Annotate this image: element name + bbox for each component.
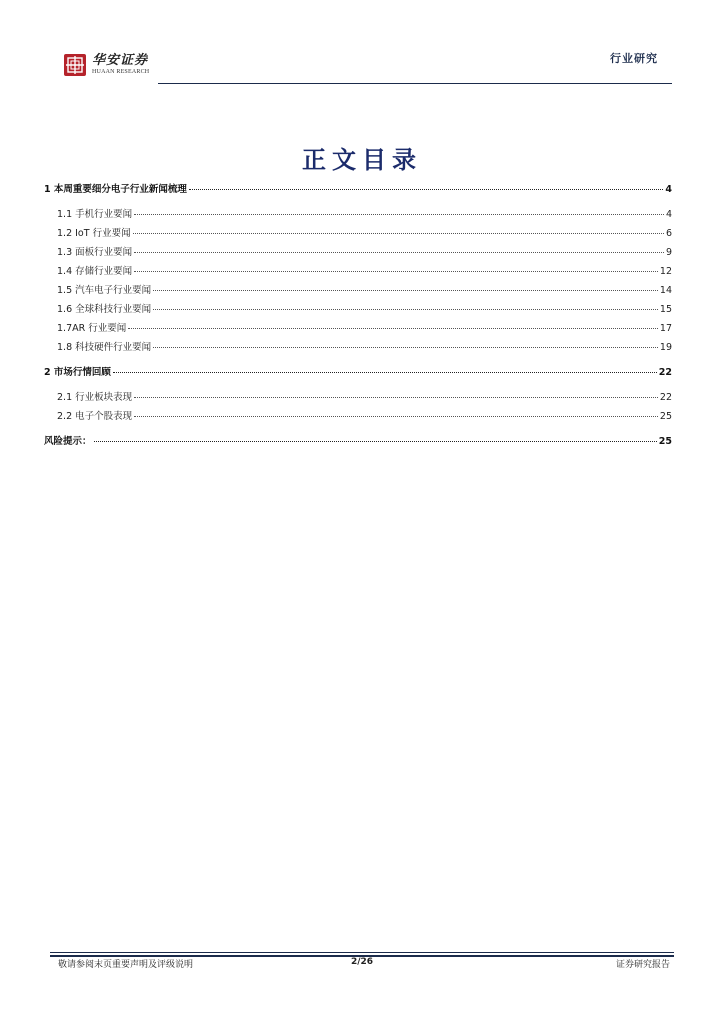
toc-entry[interactable] <box>44 364 672 383</box>
toc-entry-page: 4 <box>665 184 672 195</box>
toc-entry-label: 1.3 面板行业要闻 <box>57 247 133 258</box>
toc-entry-label: 1.6 全球科技行业要闻 <box>57 304 152 315</box>
toc-entry-label: 1.7AR 行业要闻 <box>57 323 127 334</box>
toc-entry-label: 1.8 科技硬件行业要闻 <box>57 342 152 353</box>
page-header <box>0 0 724 90</box>
toc-entry-page: 6 <box>665 228 672 239</box>
toc-entry-page: 15 <box>659 304 672 315</box>
header-divider <box>158 83 672 84</box>
toc-entry-label: 1.1 手机行业要闻 <box>57 209 133 220</box>
toc-entry[interactable] <box>44 389 672 408</box>
toc-entry[interactable] <box>44 244 672 263</box>
toc-dot-leader <box>153 309 658 310</box>
toc-dot-leader <box>134 252 664 253</box>
toc-entry-page: 9 <box>665 247 672 258</box>
toc-entry-page: 25 <box>658 436 672 447</box>
section-label: 行业研究 <box>610 52 658 65</box>
toc-dot-leader <box>134 416 658 417</box>
toc-dot-leader <box>134 271 658 272</box>
toc-entry-label: 1.5 汽车电子行业要闻 <box>57 285 152 296</box>
toc-dot-leader <box>133 233 664 234</box>
toc-entry-label: 2 市场行情回顾 <box>44 367 111 378</box>
footer-doc-type: 证券研究报告 <box>615 960 670 970</box>
toc-entry[interactable] <box>44 225 672 244</box>
toc-entry[interactable] <box>44 301 672 320</box>
toc-dot-leader <box>128 328 658 329</box>
toc-entry[interactable] <box>44 433 672 452</box>
toc-entry[interactable] <box>44 263 672 282</box>
toc-dot-leader <box>189 189 663 190</box>
toc-entry-page: 25 <box>659 411 672 422</box>
toc-entry-label: 1.2 IoT 行业要闻 <box>57 228 131 239</box>
toc-entry[interactable] <box>44 408 672 427</box>
toc-entry-label: 风险提示： <box>44 436 92 447</box>
footer-disclaimer: 敬请参阅末页重要声明及评级说明 <box>58 960 194 970</box>
toc-dot-leader <box>134 397 658 398</box>
toc-dot-leader <box>153 347 658 348</box>
page-number: 2/26 <box>350 957 374 967</box>
toc-title: 正文目录 <box>302 146 422 174</box>
toc-entry-page: 14 <box>659 285 672 296</box>
toc-entry-page: 22 <box>658 367 672 378</box>
toc-dot-leader <box>134 214 664 215</box>
toc-entry-page: 22 <box>659 392 672 403</box>
toc-dot-leader <box>113 372 657 373</box>
company-logo <box>64 54 149 76</box>
footer-divider <box>50 952 674 953</box>
toc-entry-page: 17 <box>659 323 672 334</box>
toc-entry-label: 1 本周重要细分电子行业新闻梳理 <box>44 184 187 195</box>
toc-entry[interactable] <box>44 181 672 200</box>
toc-entry-label: 2.1 行业板块表现 <box>57 392 133 403</box>
toc-entry-page: 19 <box>659 342 672 353</box>
logo-emblem-icon <box>64 54 86 76</box>
toc-dot-leader <box>94 441 657 442</box>
toc-entry[interactable] <box>44 282 672 301</box>
toc-entry[interactable] <box>44 339 672 358</box>
toc-entry-label: 2.2 电子个股表现 <box>57 411 133 422</box>
toc-entry[interactable] <box>44 206 672 225</box>
toc-dot-leader <box>153 290 658 291</box>
toc-entry-page: 4 <box>665 209 672 220</box>
logo-chinese-name: 华安证券 <box>92 53 149 68</box>
toc-entry[interactable] <box>44 320 672 339</box>
toc-entry-page: 12 <box>659 266 672 277</box>
logo-english-name: HUAAN RESEARCH <box>92 69 150 75</box>
toc-entry-label: 1.4 存储行业要闻 <box>57 266 133 277</box>
table-of-contents <box>44 181 672 452</box>
